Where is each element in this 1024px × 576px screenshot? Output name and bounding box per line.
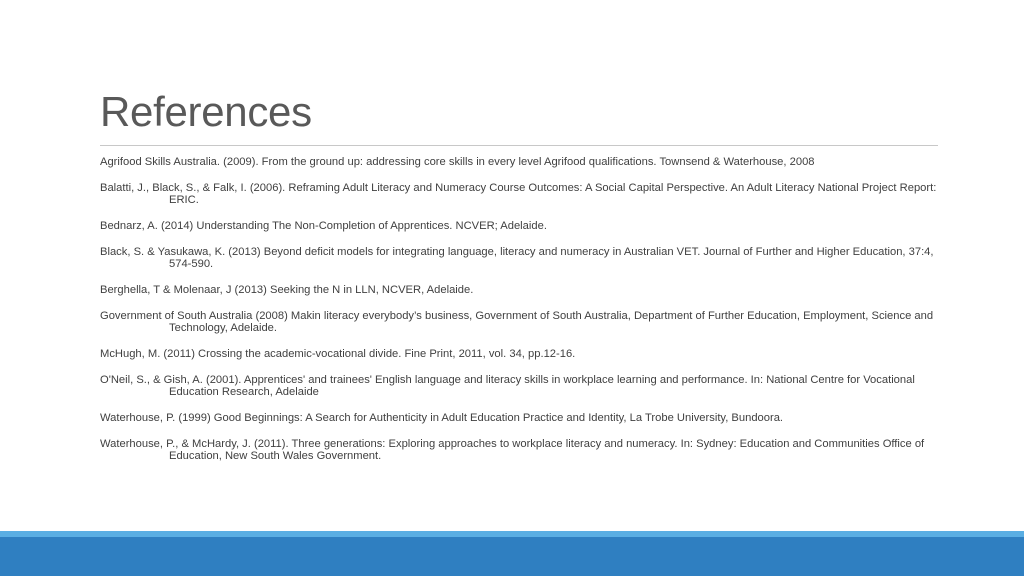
reference-item: Government of South Australia (2008) Makin literacy everybody’s business, Government of South Australia, Department of Further Education, Employment, Science and Technology, Adelaide. [100,310,934,334]
title-divider [100,145,938,146]
reference-item: Black, S. & Yasukawa, K. (2013) Beyond deficit models for integrating language, literacy and numeracy in Australian VET. Journal of Further and Higher Education, 37:4, 574-590. [100,246,934,270]
footer-accent-stripe [0,531,1024,537]
reference-list [100,156,940,476]
slide-title: References [100,88,312,135]
reference-item: Berghella, T & Molenaar, J (2013) Seeking the N in LLN, NCVER, Adelaide. [100,284,474,296]
footer-bar [0,531,1024,576]
reference-item: Bednarz, A. (2014) Understanding The Non-Completion of Apprentices. NCVER; Adelaide. [100,220,547,232]
reference-item: O'Neil, S., & Gish, A. (2001). Apprentices' and trainees' English language and literacy skills in workplace learning and performance. In: National Centre for Vocational Education Research, Adelaide [100,374,915,398]
reference-item: Balatti, J., Black, S., & Falk, I. (2006). Reframing Adult Literacy and Numeracy Course Outcomes: A Social Capital Perspective. An Adult Literacy National Project Report: ERIC. [100,182,937,206]
reference-item: Waterhouse, P. (1999) Good Beginnings: A Search for Authenticity in Adult Education Practice and Identity, La Trobe University, Bundoora. [100,412,784,424]
reference-item: Agrifood Skills Australia. (2009). From the ground up: addressing core skills in every level Agrifood qualifications. Townsend & Waterhouse, 2008 [100,156,815,168]
reference-item: Waterhouse, P., & McHardy, J. (2011). Three generations: Exploring approaches to workplace literacy and numeracy. In: Sydney: Education and Communities Office of Education, New South Wales Government. [100,438,925,462]
reference-item: McHugh, M. (2011) Crossing the academic-vocational divide. Fine Print, 2011, vol. 34, pp.12-16. [100,348,576,360]
